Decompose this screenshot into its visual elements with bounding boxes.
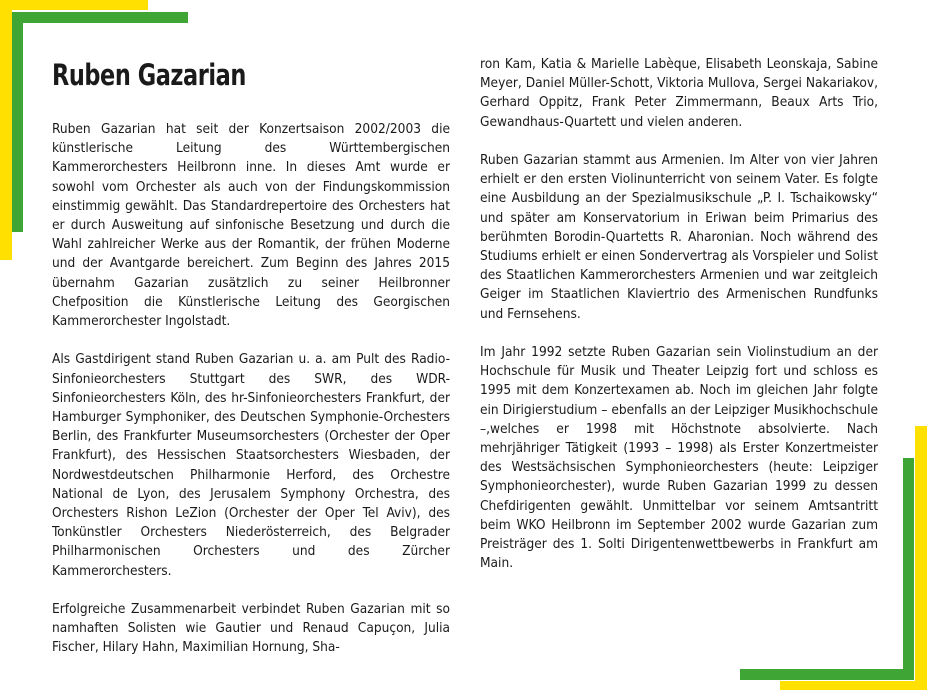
corner-bar-green-right — [903, 458, 914, 680]
corner-bar-yellow-bottom — [780, 681, 927, 690]
corner-bar-green-bottom — [740, 669, 914, 680]
paragraph-studies: Im Jahr 1992 setzte Ruben Gazarian sein Violinstudium an der Hochschule für Musik und Theater Leipzig fort und schloss es 1995 mit dem Konzertexamen ab. Noch im gleichen Jahr folgte ein Dirigierstudium – ebenfalls an der Leipziger Musikhochschule –,welches er 1998 mit Höchstnote absolvierte. Nach mehrjähriger Tätigkeit (1993 – 1998) als Erster Konzertmeister des Westsächsischen Symphonieorchesters (heute: Leipziger Symphonieorchester), wurde Ruben Gazarian 1999 zu dessen Chefdirigenten gewählt. Unmittelbar vor seinem Amtsantritt beim WKO Heilbronn im September 2002 wurde Gazarian zum Preisträger des 1. Solti Dirigentenwettbewerbs in Frankfurt am Main. — [480, 344, 878, 572]
corner-bar-yellow-top — [0, 0, 148, 10]
paragraph-soloists-continued: ron Kam, Katia & Marielle Labèque, Elisabeth Leonskaja, Sabine Meyer, Daniel Müller-Schott, Viktoria Mullova, Sergei Nakariakov, Gerhard Oppitz, Frank Peter Zimmermann, Beaux Arts Trio, Gewandhaus-Quartett und vielen anderen. — [480, 56, 878, 130]
text-column-right — [480, 55, 878, 593]
corner-bar-green-top — [12, 12, 188, 23]
text-column-left — [52, 120, 450, 677]
paragraph-origin: Ruben Gazarian stammt aus Armenien. Im Alter von vier Jahren erhielt er den ersten Violinunterricht von seinem Vater. Es folgte eine Ausbildung an der Spezialmusikschule „P. I. Tschaikowsky“ und später am Konservatorium in Eriwan beim Primarius des berühmten Borodin-Quartetts R. Aharonian. Noch während des Studiums erhielt er einen Sondervertrag als Vorspieler und Solist des Staatlichen Kammerorchesters Armenien und war zeitgleich Geiger im Staatlichen Klaviertrio des Armenischen Rundfunks und Fernsehens. — [480, 152, 878, 322]
corner-bar-green-left — [12, 12, 23, 232]
paragraph-soloists: Erfolgreiche Zusammenarbeit verbindet Ruben Gazarian mit so namhaften Solisten wie Gautier und Renaud Capuçon, Julia Fischer, Hilary Hahn, Maximilian Hornung, Sha- — [52, 601, 450, 656]
page-title: Ruben Gazarian — [52, 58, 246, 92]
paragraph-intro: Ruben Gazarian hat seit der Konzertsaison 2002/2003 die künstlerische Leitung des Württembergischen Kammerorchesters Heilbronn inne. In dieses Amt wurde er sowohl vom Orchester als auch von der Findungskommission einstimmig gewählt. Das Standardrepertoire des Orchesters hat er durch Ausweitung auf sinfonische Besetzung und durch die Wahl zahlreicher Werke aus der Romantik, der frühen Moderne und der Avantgarde bereichert. Zum Beginn des Jahres 2015 übernahm Gazarian zusätzlich zu seiner Heilbronner Chefposition die Künstlerische Leitung des Georgischen Kammerorchester Ingolstadt. — [52, 121, 450, 330]
paragraph-guest-conductor: Als Gastdirigent stand Ruben Gazarian u. a. am Pult des Radio-Sinfonieorchesters Stuttgart des SWR, des WDR-Sinfonieorchesters Köln, des hr-Sinfonieorchesters Frankfurt, der Hamburger Symphoniker, des Deutschen Symphonie-Orchesters Berlin, des Frankfurter Museumsorchesters (Orchester der Oper Frankfurt), des Hessischen Staatsorchesters Wiesbaden, der Nordwestdeutschen Philharmonie Herford, des Orchestre National de Lyon, des Jerusalem Symphony Orchestra, des Orchesters Rishon LeZion (Orchester der Oper Tel Aviv), des Tonkünstler Orchesters Niederösterreich, des Belgrader Philharmonischen Orchesters und des Zürcher Kammerorchesters. — [52, 351, 450, 579]
corner-bar-yellow-left — [0, 0, 12, 260]
corner-bar-yellow-right — [915, 426, 927, 690]
